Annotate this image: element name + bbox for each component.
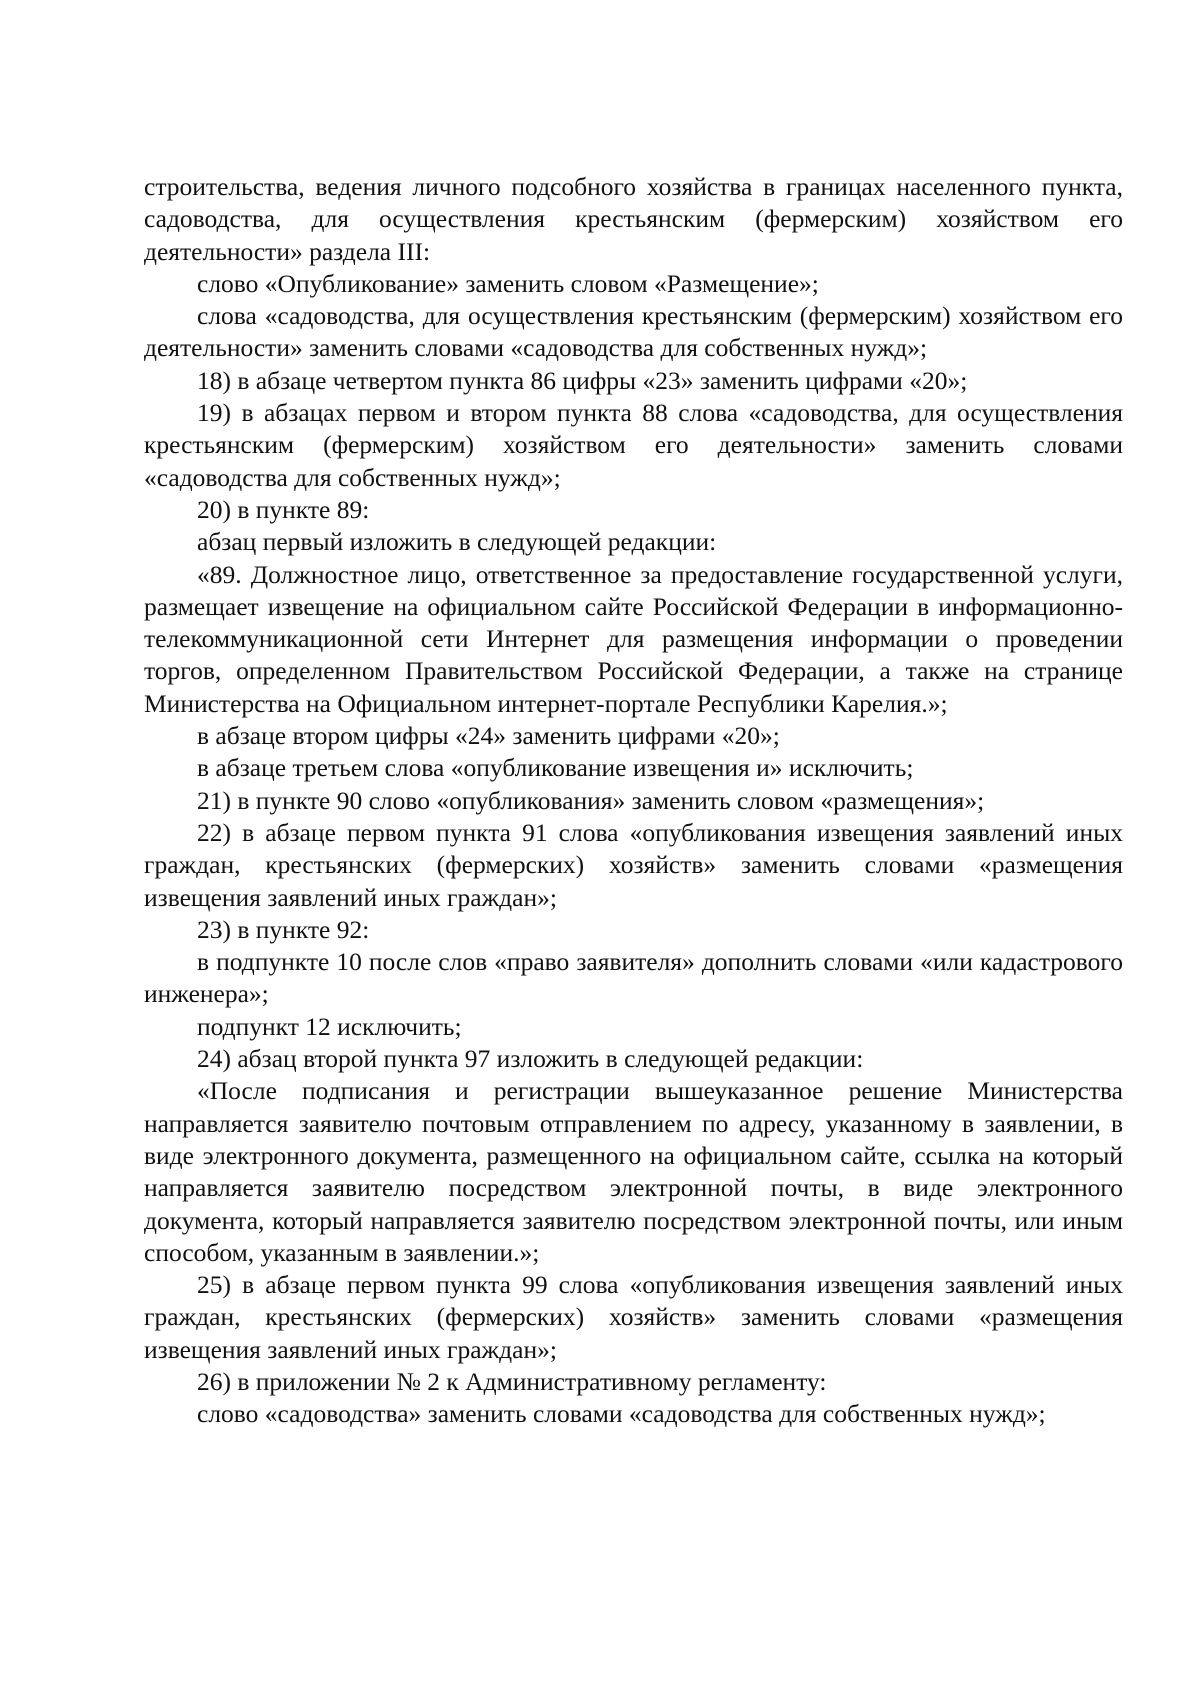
paragraph: слово «Опубликование» заменить словом «Размещение»; xyxy=(197,268,819,298)
paragraph: 22) в абзаце первом пункта 91 слова «опубликования извещения заявлений иных граждан, крестьянских (фермерских) хозяйств» заменить словами «размещения извещения заявлений иных граждан»; xyxy=(144,817,1123,912)
paragraph: в абзаце третьем слова «опубликование извещения и» исключить; xyxy=(197,753,914,783)
paragraph: в подпункте 10 после слов «право заявителя» дополнить словами «или кадастрового инженера»; xyxy=(144,947,1123,1009)
paragraph: абзац первый изложить в следующей редакции: xyxy=(197,527,717,557)
paragraph: подпункт 12 исключить; xyxy=(197,1011,462,1041)
paragraph: 24) абзац второй пункта 97 изложить в следующей редакции: xyxy=(197,1044,864,1074)
paragraph-continuation: строительства, ведения личного подсобного хозяйства в границах населенного пункта, садоводства, для осуществления крестьянским (фермерским) хозяйством его деятельности» раздела III: xyxy=(144,172,1123,266)
paragraph: «После подписания и регистрации вышеуказанное решение Министерства направляется заявителю почтовым отправлением по адресу, указанному в заявлении, в виде электронного документа, размещенного на официальном сайте, ссылка на который направляется заявителю посредством электронной почты, в виде электронного документа, который направляется заявителю посредством электронной почты, или иным способом, указанным в заявлении.»; xyxy=(144,1076,1123,1267)
paragraph: 23) в пункте 92: xyxy=(197,914,370,944)
paragraph: 19) в абзацах первом и втором пункта 88 слова «садоводства, для осуществления крестьянским (фермерским) хозяйством его деятельности» заменить словами «садоводства для собственных нужд»; xyxy=(144,398,1123,492)
paragraph: 25) в абзаце первом пункта 99 слова «опубликования извещения заявлений иных граждан, крестьянских (фермерских) хозяйств» заменить словами «размещения извещения заявлений иных граждан»; xyxy=(144,1270,1123,1364)
paragraph: в абзаце втором цифры «24» заменить цифрами «20»; xyxy=(197,721,780,751)
paragraph: слово «садоводства» заменить словами «садоводства для собственных нужд»; xyxy=(197,1399,1046,1429)
paragraph: 21) в пункте 90 слово «опубликования» заменить словом «размещения»; xyxy=(197,785,985,815)
paragraph: слова «садоводства, для осуществления крестьянским (фермерским) хозяйством его деятельности» заменить словами «садоводства для собственных нужд»; xyxy=(144,301,1123,363)
paragraph: 18) в абзаце четвертом пункта 86 цифры «23» заменить цифрами «20»; xyxy=(197,365,968,395)
document-page xyxy=(144,171,1123,1431)
paragraph: «89. Должностное лицо, ответственное за предоставление государственной услуги, размещает извещение на официальном сайте Российской Федерации в информационно-телекоммуникационной сети Интернет для размещения информации о проведении торгов, определенном Правительством Российской Федерации, а также на странице Министерства на Официальном интернет-портале Республики Карелия.»; xyxy=(144,559,1123,718)
paragraph: 26) в приложении № 2 к Административному регламенту: xyxy=(197,1366,827,1396)
paragraph: 20) в пункте 89: xyxy=(197,494,370,524)
